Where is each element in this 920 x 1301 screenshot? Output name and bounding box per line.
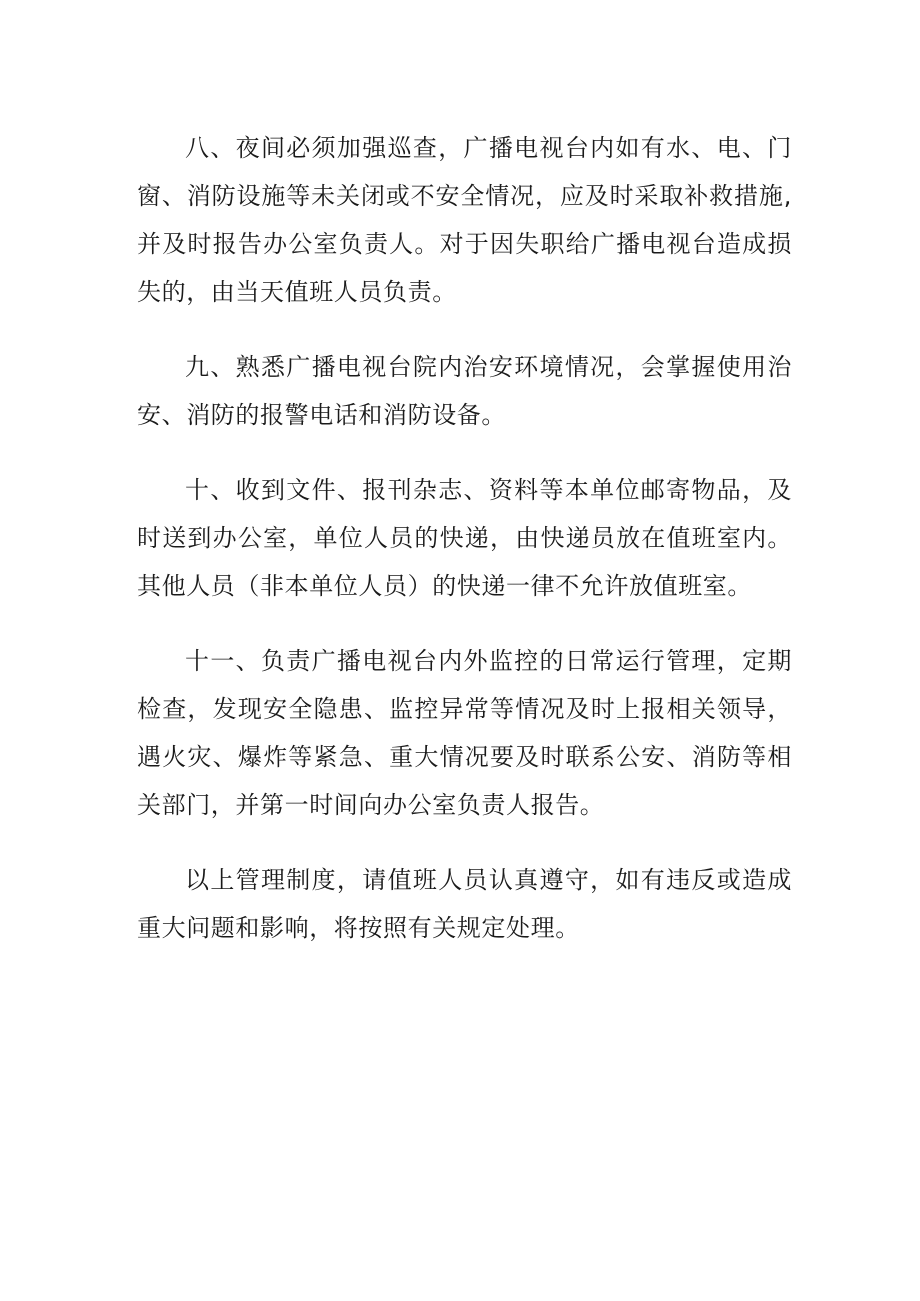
document-body [137,124,792,979]
paragraph-article-10: 十、收到文件、报刊杂志、资料等本单位邮寄物品，及时送到办公室，单位人员的快递，由快递员放在值班室内。其他人员（非本单位人员）的快递一律不允许放值班室。 [137,476,792,600]
paragraph-closing: 以上管理制度，请值班人员认真遵守，如有违反或造成重大问题和影响，将按照有关规定处理。 [137,866,792,942]
paragraph-article-9: 九、熟悉广播电视台院内治安环境情况，会掌握使用治安、消防的报警电话和消防设备。 [137,353,792,429]
paragraph-article-11: 十一、负责广播电视台内外监控的日常运行管理，定期检查，发现安全隐患、监控异常等情况及时上报相关领导，遇火灾、爆炸等紧急、重大情况要及时联系公安、消防等相关部门，并第一时间向办公室负责人报告。 [137,647,792,819]
paragraph-article-8: 八、夜间必须加强巡查，广播电视台内如有水、电、门窗、消防设施等未关闭或不安全情况，应及时采取补救措施,并及时报告办公室负责人。对于因失职给广播电视台造成损失的，由当天值班人员负责。 [137,134,792,306]
